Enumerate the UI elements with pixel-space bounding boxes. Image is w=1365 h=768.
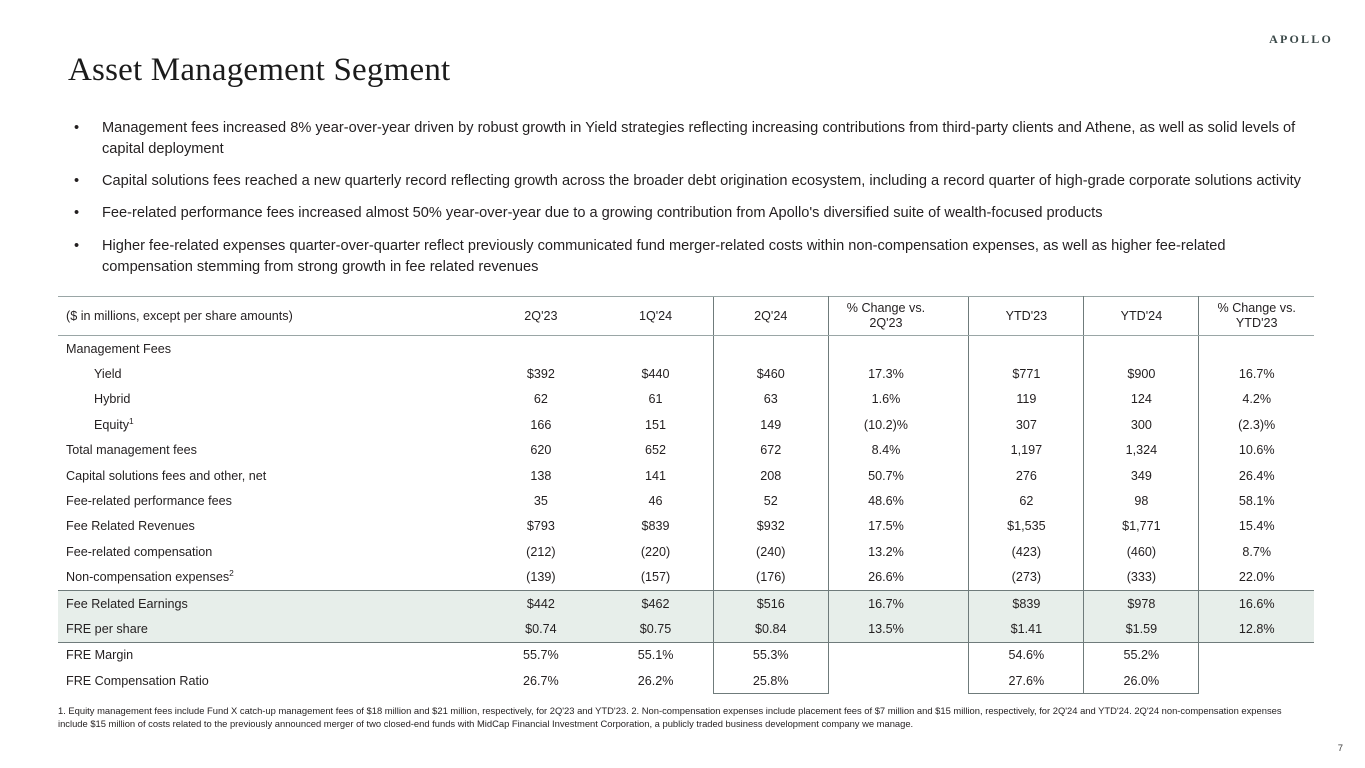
cell: $392 — [526, 367, 555, 382]
financials-table — [58, 296, 1314, 694]
cell: $442 — [483, 590, 598, 616]
cell: $440 — [641, 367, 670, 382]
cell: 141 — [645, 468, 667, 483]
table-row — [58, 361, 1314, 386]
cell: 62 — [533, 392, 548, 407]
list-item — [68, 203, 1318, 224]
header-ytd24: YTD'24 — [1084, 297, 1199, 336]
bullet-marker: • — [74, 173, 80, 190]
cell: $1,535 — [969, 514, 1084, 539]
cell: 208 — [713, 463, 828, 488]
cell — [598, 336, 713, 362]
cell — [713, 336, 828, 362]
bullet-text: Capital solutions fees reached a new quarterly record reflecting growth across the broader debt origination ecosystem, including a record quarter of high-grade corporate solutions activity — [102, 173, 1301, 190]
cell: 16.7% — [828, 590, 943, 616]
cell: $1.59 — [1084, 616, 1199, 642]
cell — [828, 668, 943, 694]
row-label: Total management fees — [66, 443, 197, 458]
cell — [483, 336, 598, 362]
cell: 138 — [530, 468, 552, 483]
cell: 12.8% — [1199, 616, 1314, 642]
row-label — [58, 412, 483, 437]
cell: $771 — [969, 361, 1084, 386]
header-change-vs-2q23 — [828, 297, 943, 336]
cell: 652 — [645, 443, 667, 458]
cell: 349 — [1084, 463, 1199, 488]
cell-gap — [943, 590, 969, 616]
cell: 1.6% — [871, 392, 901, 407]
cell — [969, 336, 1084, 362]
list-item — [68, 118, 1318, 160]
row-label: FRE Compensation Ratio — [66, 674, 209, 689]
cell: (333) — [1084, 565, 1199, 591]
cell: (10.2)% — [863, 417, 908, 432]
cell-gap — [943, 668, 969, 694]
list-item — [68, 236, 1318, 278]
cell: 4.2% — [1242, 392, 1272, 407]
row-label: Fee Related Earnings — [58, 590, 483, 616]
cell: $839 — [969, 590, 1084, 616]
row-label: Fee-related compensation — [66, 544, 213, 559]
bullet-text: Fee-related performance fees increased almost 50% year-over-year due to a growing contribution from Apollo's diversified suite of wealth-focused products — [102, 205, 1103, 222]
cell: 13.2% — [868, 544, 904, 559]
cell: 8.4% — [871, 443, 901, 458]
table-row — [58, 387, 1314, 412]
cell: 672 — [713, 438, 828, 463]
cell — [828, 336, 943, 362]
table-row — [58, 565, 1314, 591]
header-change-vs-ytd23 — [1199, 297, 1314, 336]
cell: 1,324 — [1084, 438, 1199, 463]
row-label-text: Non-compensation expenses — [66, 570, 230, 585]
cell-gap — [943, 336, 969, 362]
cell: 48.6% — [868, 494, 904, 509]
cell — [1199, 642, 1314, 668]
bullet-marker: • — [74, 120, 80, 136]
row-label: Hybrid — [94, 392, 131, 407]
table-row — [58, 590, 1314, 616]
cell: $462 — [598, 590, 713, 616]
row-label: FRE Margin — [66, 648, 134, 663]
header-change-vs-2q23-line1: % Change vs. — [846, 301, 926, 316]
table-row — [58, 514, 1314, 539]
financials-table-container — [58, 296, 1314, 694]
cell: (220) — [640, 544, 671, 559]
cell: (157) — [640, 570, 671, 585]
cell-gap — [943, 642, 969, 668]
cell-gap — [943, 488, 969, 513]
cell: $839 — [641, 519, 670, 534]
header-2q23: 2Q'23 — [483, 297, 598, 336]
cell: 166 — [530, 417, 552, 432]
cell: 16.6% — [1199, 590, 1314, 616]
cell: 27.6% — [969, 668, 1084, 694]
row-label: Fee Related Revenues — [66, 519, 195, 534]
page-number: 7 — [1337, 743, 1343, 754]
cell: 276 — [969, 463, 1084, 488]
cell: (273) — [969, 565, 1084, 591]
cell: 300 — [1084, 412, 1199, 437]
bullet-marker: • — [74, 205, 80, 222]
cell: 17.5% — [868, 519, 904, 534]
cell — [1199, 668, 1314, 694]
cell: (2.3)% — [1238, 417, 1276, 432]
row-label: Yield — [94, 367, 122, 382]
table-row — [58, 616, 1314, 642]
row-label — [58, 565, 483, 591]
cell: 35 — [533, 494, 548, 509]
cell: 55.2% — [1084, 642, 1199, 668]
cell-gap — [943, 387, 969, 412]
cell: 620 — [530, 443, 552, 458]
cell: 15.4% — [1238, 519, 1275, 534]
cell: $793 — [526, 519, 555, 534]
footnote-marker: 2 — [229, 568, 234, 579]
cell: 55.3% — [713, 642, 828, 668]
table-row — [58, 668, 1314, 694]
cell-gap — [943, 616, 969, 642]
table-row — [58, 539, 1314, 564]
cell: (460) — [1084, 539, 1199, 564]
cell: 50.7% — [868, 468, 904, 483]
cell — [1084, 336, 1199, 362]
cell: 16.7% — [1238, 367, 1275, 382]
header-change-vs-ytd23-line2: YTD'23 — [1235, 316, 1278, 330]
cell: 149 — [713, 412, 828, 437]
cell-gap — [943, 438, 969, 463]
row-label-text: Equity — [94, 417, 130, 432]
footnote-text: 1. Equity management fees include Fund X catch-up management fees of $18 million and $21 million, respectively, for 2Q'23 and YTD'23. 2. Non-compensation expenses include placement fees of $7 million and $15 million, respectively, for 2Q'24 and YTD'24. 2Q'24 non-compensation expenses include $15 million of costs related to the previously announced merger of two closed-end funds with MidCap Financial Investment Corporation, a publicly traded business development company we manage. — [58, 705, 1282, 730]
cell: $1,771 — [1084, 514, 1199, 539]
row-label: Capital solutions fees and other, net — [66, 468, 267, 483]
cell-gap — [943, 361, 969, 386]
cell: $0.84 — [713, 616, 828, 642]
table-row — [58, 438, 1314, 463]
bullet-marker: • — [74, 237, 80, 254]
cell-gap — [943, 514, 969, 539]
cell: 22.0% — [1238, 570, 1275, 585]
cell: 26.2% — [637, 674, 674, 689]
header-change-vs-2q23-line2: 2Q'23 — [869, 316, 903, 330]
cell: 25.8% — [713, 668, 828, 694]
apollo-logo: APOLLO — [1269, 32, 1333, 46]
cell: 98 — [1084, 488, 1199, 513]
cell: 1,197 — [969, 438, 1084, 463]
cell: 54.6% — [969, 642, 1084, 668]
header-label: ($ in millions, except per share amounts) — [58, 297, 483, 336]
bullet-text: Higher fee-related expenses quarter-over-quarter reflect previously communicated fund merger-related costs within non-compensation expenses, as well as higher fee-related compensation stemming from strong growth in fee related revenues — [102, 237, 1226, 275]
cell: 61 — [648, 392, 663, 407]
header-ytd23: YTD'23 — [969, 297, 1084, 336]
cell: 151 — [645, 417, 667, 432]
cell: (240) — [713, 539, 828, 564]
cell: 62 — [969, 488, 1084, 513]
row-label: Fee-related performance fees — [66, 494, 232, 509]
header-gap — [943, 297, 969, 336]
cell: 46 — [648, 494, 663, 509]
cell: 13.5% — [828, 616, 943, 642]
bullet-text: Management fees increased 8% year-over-year driven by robust growth in Yield strategies reflecting increasing contributions from third-party clients and Athene, as well as solid levels of capital deployment — [102, 120, 1296, 158]
row-label: Management Fees — [66, 341, 172, 356]
cell: 307 — [969, 412, 1084, 437]
cell — [1199, 336, 1314, 362]
table-row — [58, 336, 1314, 362]
cell: $0.74 — [483, 616, 598, 642]
cell: (176) — [713, 565, 828, 591]
cell: 124 — [1084, 387, 1199, 412]
cell: 8.7% — [1242, 544, 1272, 559]
cell — [828, 642, 943, 668]
cell: 26.7% — [523, 674, 559, 689]
cell: $932 — [713, 514, 828, 539]
header-2q24: 2Q'24 — [713, 297, 828, 336]
table-row — [58, 642, 1314, 668]
cell: (423) — [969, 539, 1084, 564]
cell: 52 — [713, 488, 828, 513]
table-row — [58, 412, 1314, 437]
cell: $0.75 — [598, 616, 713, 642]
cell-gap — [943, 463, 969, 488]
table-header-row — [58, 297, 1314, 336]
cell: 10.6% — [1238, 443, 1275, 458]
cell: $1.41 — [969, 616, 1084, 642]
cell: 17.3% — [868, 367, 904, 382]
cell: $516 — [713, 590, 828, 616]
cell: 55.1% — [637, 648, 674, 663]
cell: $978 — [1084, 590, 1199, 616]
cell: 26.0% — [1084, 668, 1199, 694]
cell: 26.6% — [868, 570, 904, 585]
cell: 26.4% — [1238, 468, 1275, 483]
cell: (212) — [526, 544, 556, 559]
cell: 63 — [713, 387, 828, 412]
footnote-marker: 1 — [129, 415, 134, 426]
cell: 119 — [969, 387, 1084, 412]
cell: (139) — [526, 570, 556, 585]
row-label: FRE per share — [58, 616, 483, 642]
cell-gap — [943, 412, 969, 437]
list-item — [68, 171, 1318, 192]
page-title: Asset Management Segment — [68, 52, 451, 88]
header-change-vs-ytd23-line1: % Change vs. — [1217, 301, 1296, 316]
cell: $460 — [713, 361, 828, 386]
cell: $900 — [1084, 361, 1199, 386]
table-row — [58, 488, 1314, 513]
table-row — [58, 463, 1314, 488]
cell: 55.7% — [523, 648, 559, 663]
cell-gap — [943, 565, 969, 591]
cell-gap — [943, 539, 969, 564]
bullet-list — [68, 118, 1318, 289]
cell: 58.1% — [1238, 494, 1275, 509]
header-1q24: 1Q'24 — [598, 297, 713, 336]
